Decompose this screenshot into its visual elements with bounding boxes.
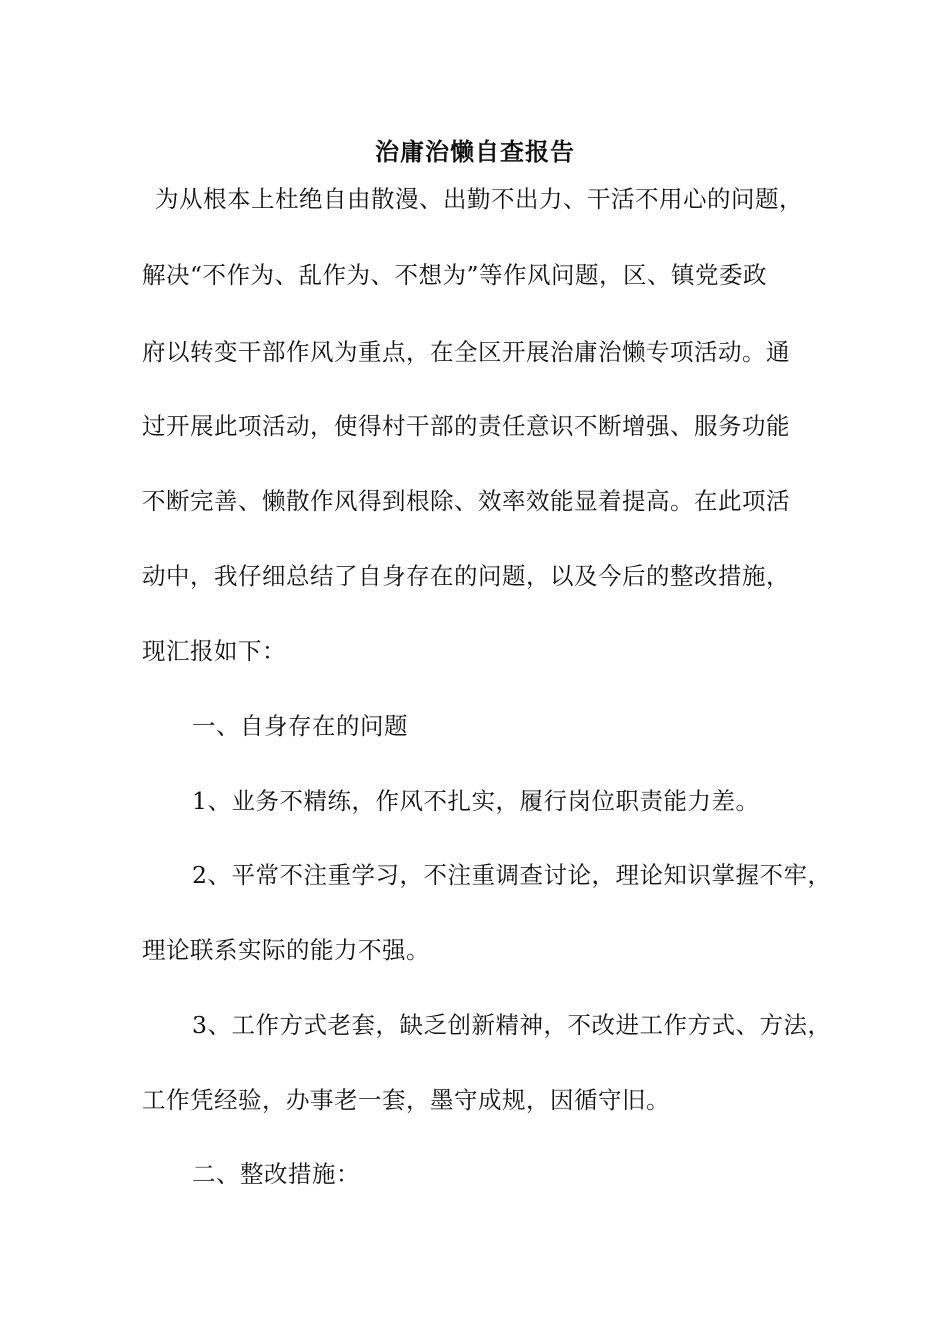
section-heading: 二、整改措施： (192, 1160, 360, 1188)
list-item: 3、工作方式老套，缺乏创新精神，不改进工作方式、方法， (192, 1011, 832, 1039)
paragraph-line: 不断完善、懒散作风得到根除、效率效能显着提高。在此项活 (142, 487, 790, 515)
document-title: 治庸治懒自查报告 (375, 137, 575, 166)
paragraph-line: 解决“不作为、乱作为、不想为”等作风问题，区、镇党委政 (142, 261, 768, 289)
paragraph-line: 现汇报如下： (142, 637, 286, 665)
section-heading: 一、自身存在的问题 (192, 712, 408, 740)
list-item: 1、业务不精练，作风不扎实，履行岗位职责能力差。 (192, 787, 760, 815)
paragraph-line: 为从根本上杜绝自由散漫、出勤不出力、干活不用心的问题， (155, 185, 803, 213)
paragraph-line: 过开展此项活动，使得村干部的责任意识不断增强、服务功能 (142, 412, 790, 440)
paragraph-line: 动中，我仔细总结了自身存在的问题，以及今后的整改措施， (142, 562, 790, 590)
paragraph-line: 府以转变干部作风为重点，在全区开展治庸治懒专项活动。通 (142, 338, 790, 366)
list-item: 2、平常不注重学习，不注重调查讨论，理论知识掌握不牢， (192, 861, 832, 889)
paragraph-line: 工作凭经验，办事老一套，墨守成规，因循守旧。 (142, 1086, 670, 1114)
paragraph-line: 理论联系实际的能力不强。 (142, 936, 430, 964)
